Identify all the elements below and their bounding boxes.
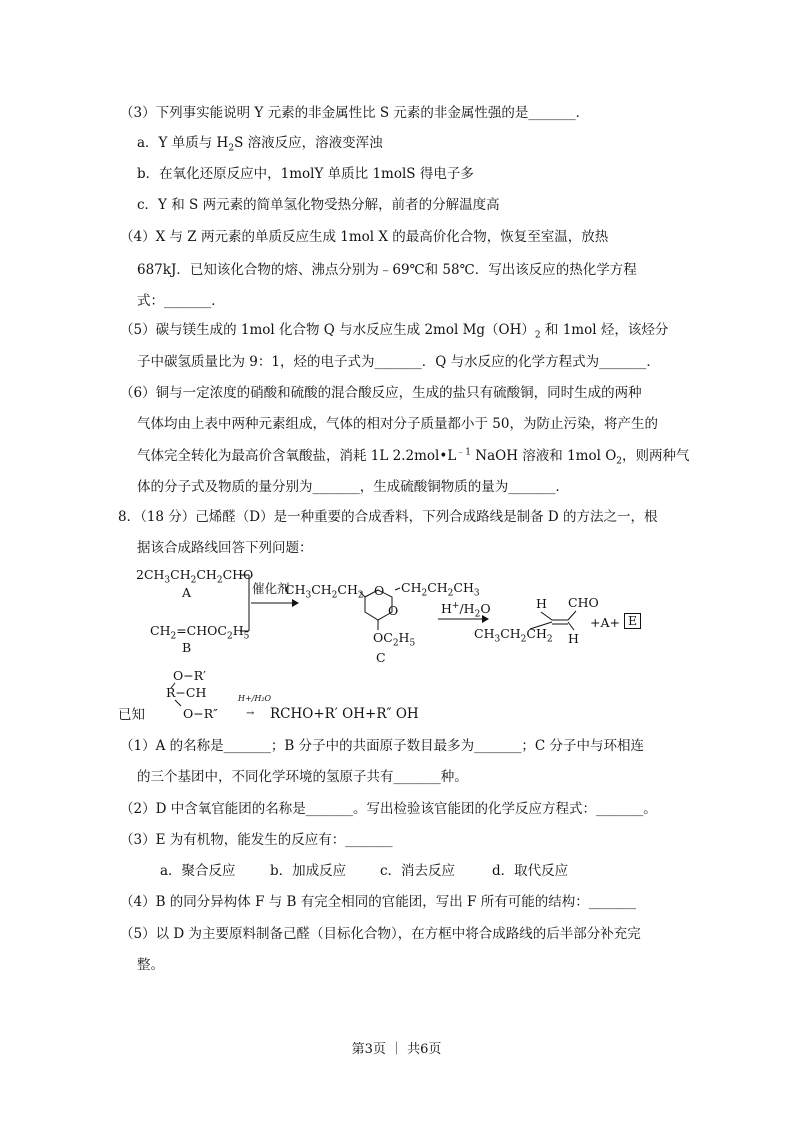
- known-condition: H+/H₂O: [238, 694, 272, 703]
- compound-c-right: $CH_2CH_2CH_3$: [401, 580, 480, 599]
- compound-c-label: C: [376, 650, 386, 665]
- ring-oxygen-1: O: [374, 583, 385, 598]
- known-products: RCHO+R′ OH+R″ OH: [270, 706, 419, 722]
- q7-part6: （6）铜与一定浓度的硝酸和硫酸的混合酸反应，生成的盐只有硫酸铜，同时生成的两种: [120, 385, 642, 401]
- q8-sub3-option-b: b．加成反应: [270, 863, 347, 879]
- q8-sub2: （2）D 中含氧官能团的名称是_______。写出检验该官能团的化学反应方程式：_______。: [120, 801, 657, 817]
- q7-part5-line2: 子中碳氢质量比为 9：1，烃的电子式为_______．Q 与水反应的化学方程式为_______．: [137, 354, 660, 370]
- compound-a-formula: $2CH_3CH_2CH_2CHO$: [136, 567, 254, 586]
- q8-sub3: （3）E 为有机物，能发生的反应有：_______: [120, 832, 393, 848]
- known-arrow: →: [246, 708, 255, 719]
- q7-part4-line2: 687kJ．已知该化合物的熔、沸点分别为﹣69℃和 58℃．写出该反应的热化学方程: [137, 262, 637, 278]
- q8-sub1: （1）A 的名称是_______；B 分子中的共面原子数目最多为_______；C 分子中与环相连: [120, 738, 644, 754]
- q8-sub3-option-c: c．消去反应: [380, 863, 456, 879]
- compound-c-left: $CH_3CH_2CH_2$: [285, 582, 364, 601]
- q8-sub5: （5）以 D 为主要原料制备己醛（目标化合物），在方框中将合成路线的后半部分补充完: [120, 926, 641, 942]
- compound-d-cho: CHO: [568, 595, 599, 610]
- q7-part6-line4: 体的分子式及物质的量分别为_______，生成硫酸铜物质的量为_______．: [137, 479, 569, 495]
- compound-d-propyl: $CH_3CH_2CH_2$: [474, 626, 553, 645]
- compound-d-h1: H: [536, 596, 547, 611]
- compound-b-label: B: [182, 640, 192, 655]
- q8-intro: 8．（18 分）己烯醛（D）是一种重要的合成香料，下列合成路线是制备 D 的方法之一，根: [118, 509, 658, 525]
- q8-sub5-line2: 整。: [137, 957, 164, 973]
- q8-intro-line2: 据该合成路线回答下列问题：: [137, 540, 313, 556]
- q7-part5: （5）碳与镁生成的 1mol 化合物 Q 与水反应生成 2mol $Mg(OH)_2$ 和 1mol 烃，该烃分: [120, 322, 669, 341]
- hydrolysis-condition: $H^+/H_2O$: [441, 600, 491, 620]
- compound-a-label: A: [182, 585, 192, 600]
- q8-sub3-option-d: d．取代反应: [492, 863, 569, 879]
- option-b: b．在氧化还原反应中，1molY 单质比 1molS 得电子多: [137, 166, 474, 182]
- plus-a: +A+: [590, 615, 620, 630]
- q7-part3: （3）下列事实能说明 Y 元素的非金属性比 S 元素的非金属性强的是_______．: [120, 105, 590, 121]
- compound-d-h2: H: [568, 631, 579, 646]
- known-or2: O−R″: [183, 706, 218, 721]
- q8-sub3-option-a: a．聚合反应: [160, 863, 236, 879]
- q7-part4-line3: 式：_______．: [137, 293, 225, 309]
- q8-sub1-line2: 的三个基团中，不同化学环境的氢原子共有_______种。: [137, 769, 468, 785]
- known-or1: O−R′: [173, 668, 206, 683]
- catalyst-label: 催化剂: [252, 581, 290, 596]
- q8-sub4: （4）B 的同分异构体 F 与 B 有完全相同的官能团，写出 F 所有可能的结构：_______: [120, 894, 636, 910]
- q7-part6-line2: 气体均由上表中两种元素组成，气体的相对分子质量都小于 50，为防止污染，将产生的: [137, 416, 658, 432]
- q7-part6-line3: 气体完全转化为最高价含氧酸盐，消耗 1L $2.2mol•L^{﹣1}$ NaOH 溶液和 1mol $O_2$，则两种气: [137, 447, 690, 467]
- page-footer: 第3页 ｜ 共6页: [351, 1042, 442, 1057]
- option-a: a．Y 单质与 $H_2S$ 溶液反应，溶液变浑浊: [137, 135, 383, 154]
- ring-oxygen-2: O: [388, 603, 399, 618]
- known-label: 已知: [118, 707, 145, 723]
- option-c: c．Y 和 S 两元素的简单氢化物受热分解，前者的分解温度高: [137, 197, 500, 213]
- compound-c-ethoxy: $OC_2H_5$: [373, 630, 416, 649]
- compound-b-formula: $CH_2=CHOC_2H_5$: [150, 623, 250, 642]
- compound-e-box: E: [624, 613, 641, 629]
- q7-part4: （4）X 与 Z 两元素的单质反应生成 1mol X 的最高价化合物，恢复至室温，放热: [120, 229, 609, 245]
- known-rch: R−CH: [166, 685, 207, 700]
